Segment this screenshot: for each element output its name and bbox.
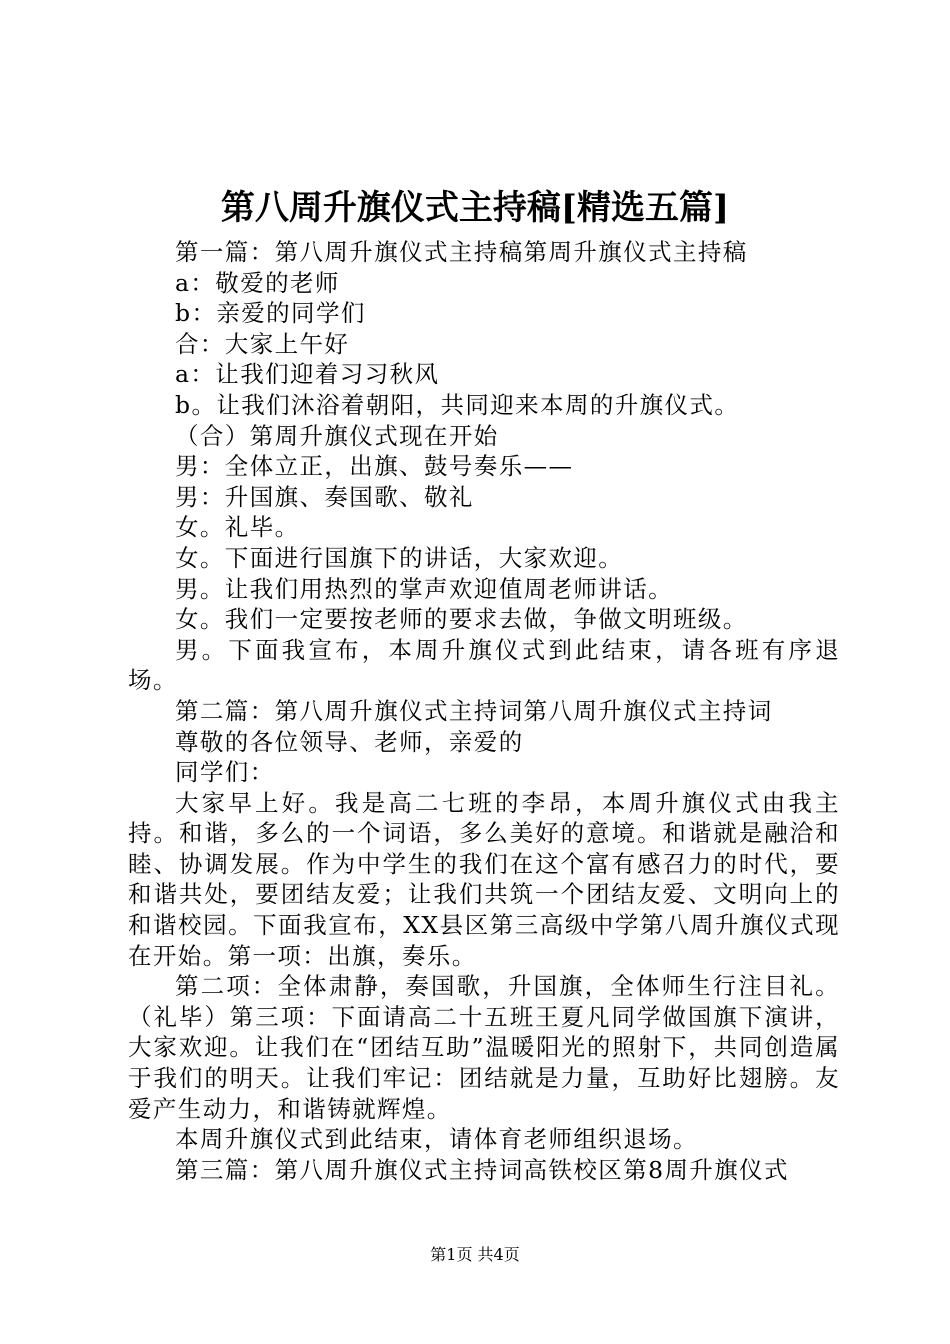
document-title: 第八周升旗仪式主持稿[精选五篇] (220, 188, 730, 228)
paragraph: 同学们： (175, 758, 275, 787)
paragraph: 男：全体立正，出旗、鼓号奏乐—— (175, 452, 574, 481)
paragraph: a：让我们迎着习习秋风 (175, 360, 440, 389)
paragraph: 第一篇：第八周升旗仪式主持稿第周升旗仪式主持稿 (175, 238, 748, 266)
paragraph: 女。礼毕。 (175, 513, 300, 542)
document-body (128, 237, 840, 1185)
paragraph: b：亲爱的同学们 (175, 299, 366, 328)
paragraph: 男：升国旗、奏国歌、敬礼 (175, 482, 474, 511)
paragraph: b。让我们沐浴着朝阳，共同迎来本周的升旗仪式。 (175, 390, 740, 419)
paragraph: 第二项：全体肃静，奏国歌，升国旗，全体师生行注目礼。（礼毕）第三项：下面请高二十五班王夏凡同学做国旗下演讲，大家欢迎。让我们在“团结互助”温暖阳光的照射下，共同创造属于我们的明天。让我们牢记：团结就是力量，互助好比翅膀。友爱产生动力，和谐铸就辉煌。 (128, 972, 840, 1123)
paragraph: （合）第周升旗仪式现在开始 (175, 421, 499, 450)
paragraph: 男。下面我宣布，本周升旗仪式到此结束，请各班有序退场。 (128, 635, 840, 695)
paragraph: 男。让我们用热烈的掌声欢迎值周老师讲话。 (175, 574, 673, 603)
paragraph: 第三篇：第八周升旗仪式主持词高铁校区第8周升旗仪式 (175, 1155, 789, 1184)
paragraph: 合：大家上午好 (175, 329, 350, 358)
page-footer: 第1页 共4页 (430, 1245, 520, 1264)
paragraph: 尊敬的各位领导、老师，亲爱的 (175, 727, 524, 756)
paragraph: 女。我们一定要按老师的要求去做，争做文明班级。 (175, 605, 748, 634)
paragraph: 女。下面进行国旗下的讲话，大家欢迎。 (175, 543, 624, 572)
paragraph: 大家早上好。我是高二七班的李昂，本周升旗仪式由我主持。和谐，多么的一个词语，多么美好的意境。和谐就是融洽和睦、协调发展。作为中学生的我们在这个富有感召力的时代，要和谐共处，要团结友爱；让我们共筑一个团结友爱、文明向上的和谐校园。下面我宣布，XX县区第三高级中学第八周升旗仪式现在开始。第一项：出旗，奏乐。 (128, 788, 840, 970)
paragraph: 第二篇：第八周升旗仪式主持词第八周升旗仪式主持词 (175, 696, 773, 725)
paragraph: a：敬爱的老师 (175, 268, 340, 297)
paragraph: 本周升旗仪式到此结束，请体育老师组织退场。 (175, 1125, 698, 1154)
